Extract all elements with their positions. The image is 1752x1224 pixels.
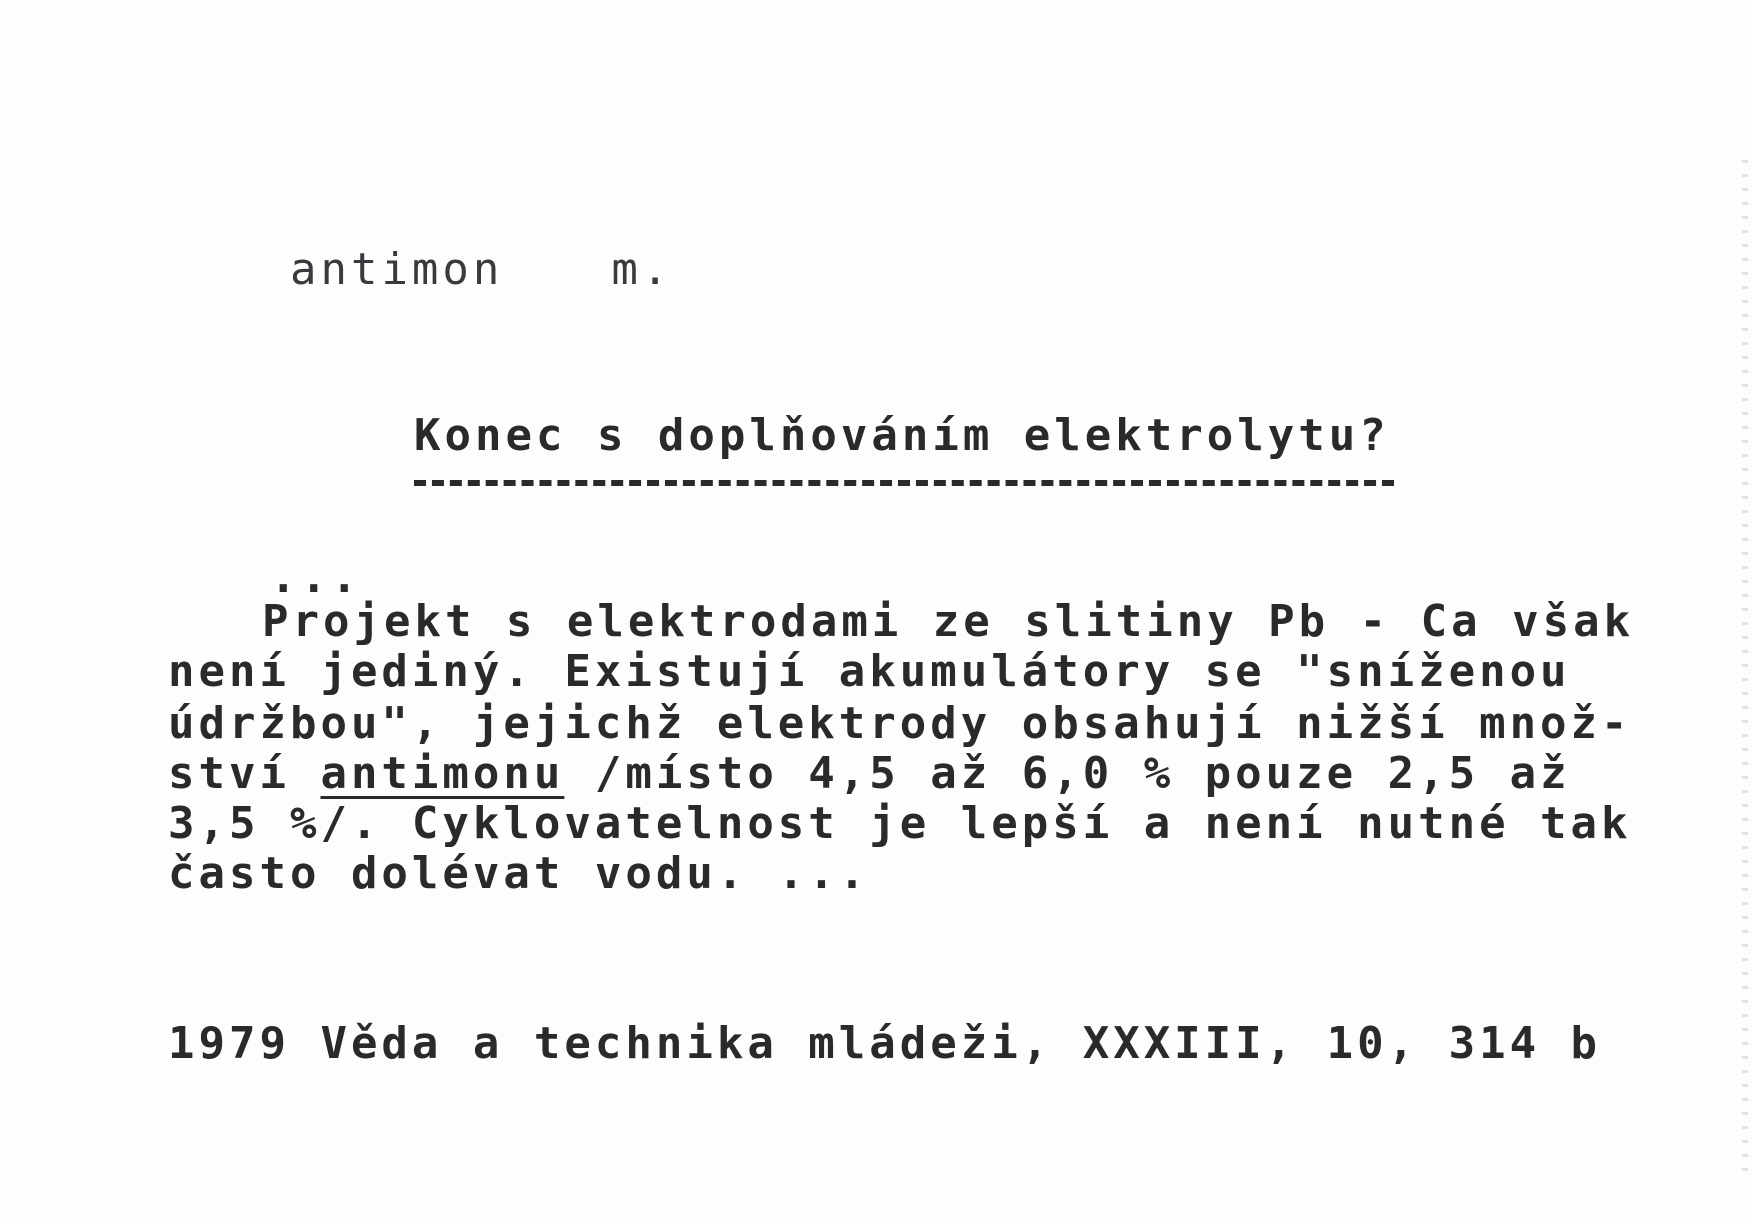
body-line-4 <box>168 748 1571 799</box>
body-line-4-post: /místo 4,5 až 6,0 % pouze 2,5 až <box>564 748 1571 799</box>
body-line-1: Projekt s elektrodami ze slitiny Pb - Ca však <box>262 596 1635 647</box>
highlighted-term: antimonu <box>320 748 565 799</box>
grammar-label: m. <box>611 244 673 295</box>
body-line-3: údržbou", jejichž elektrody obsahují nižší množ- <box>168 698 1632 749</box>
headword: antimon <box>289 244 504 295</box>
headword-line <box>168 204 672 336</box>
body-line-4-pre: ství <box>168 748 321 799</box>
ellipsis-start: ... <box>270 552 362 603</box>
body-line-2: není jediný. Existují akumulátory se "sníženou <box>168 646 1571 697</box>
source-citation: 1979 Věda a technika mládeži, XXXIII, 10, 314 b <box>168 1018 1602 1069</box>
body-line-6: často dolévat vodu. ... <box>168 848 870 899</box>
scan-edge-marks <box>1742 160 1748 1180</box>
article-title: Konec s doplňováním elektrolytu? <box>414 410 1390 461</box>
body-line-5: 3,5 %/. Cyklovatelnost je lepší a není nutné tak <box>168 798 1632 849</box>
title-underline <box>414 480 1394 486</box>
